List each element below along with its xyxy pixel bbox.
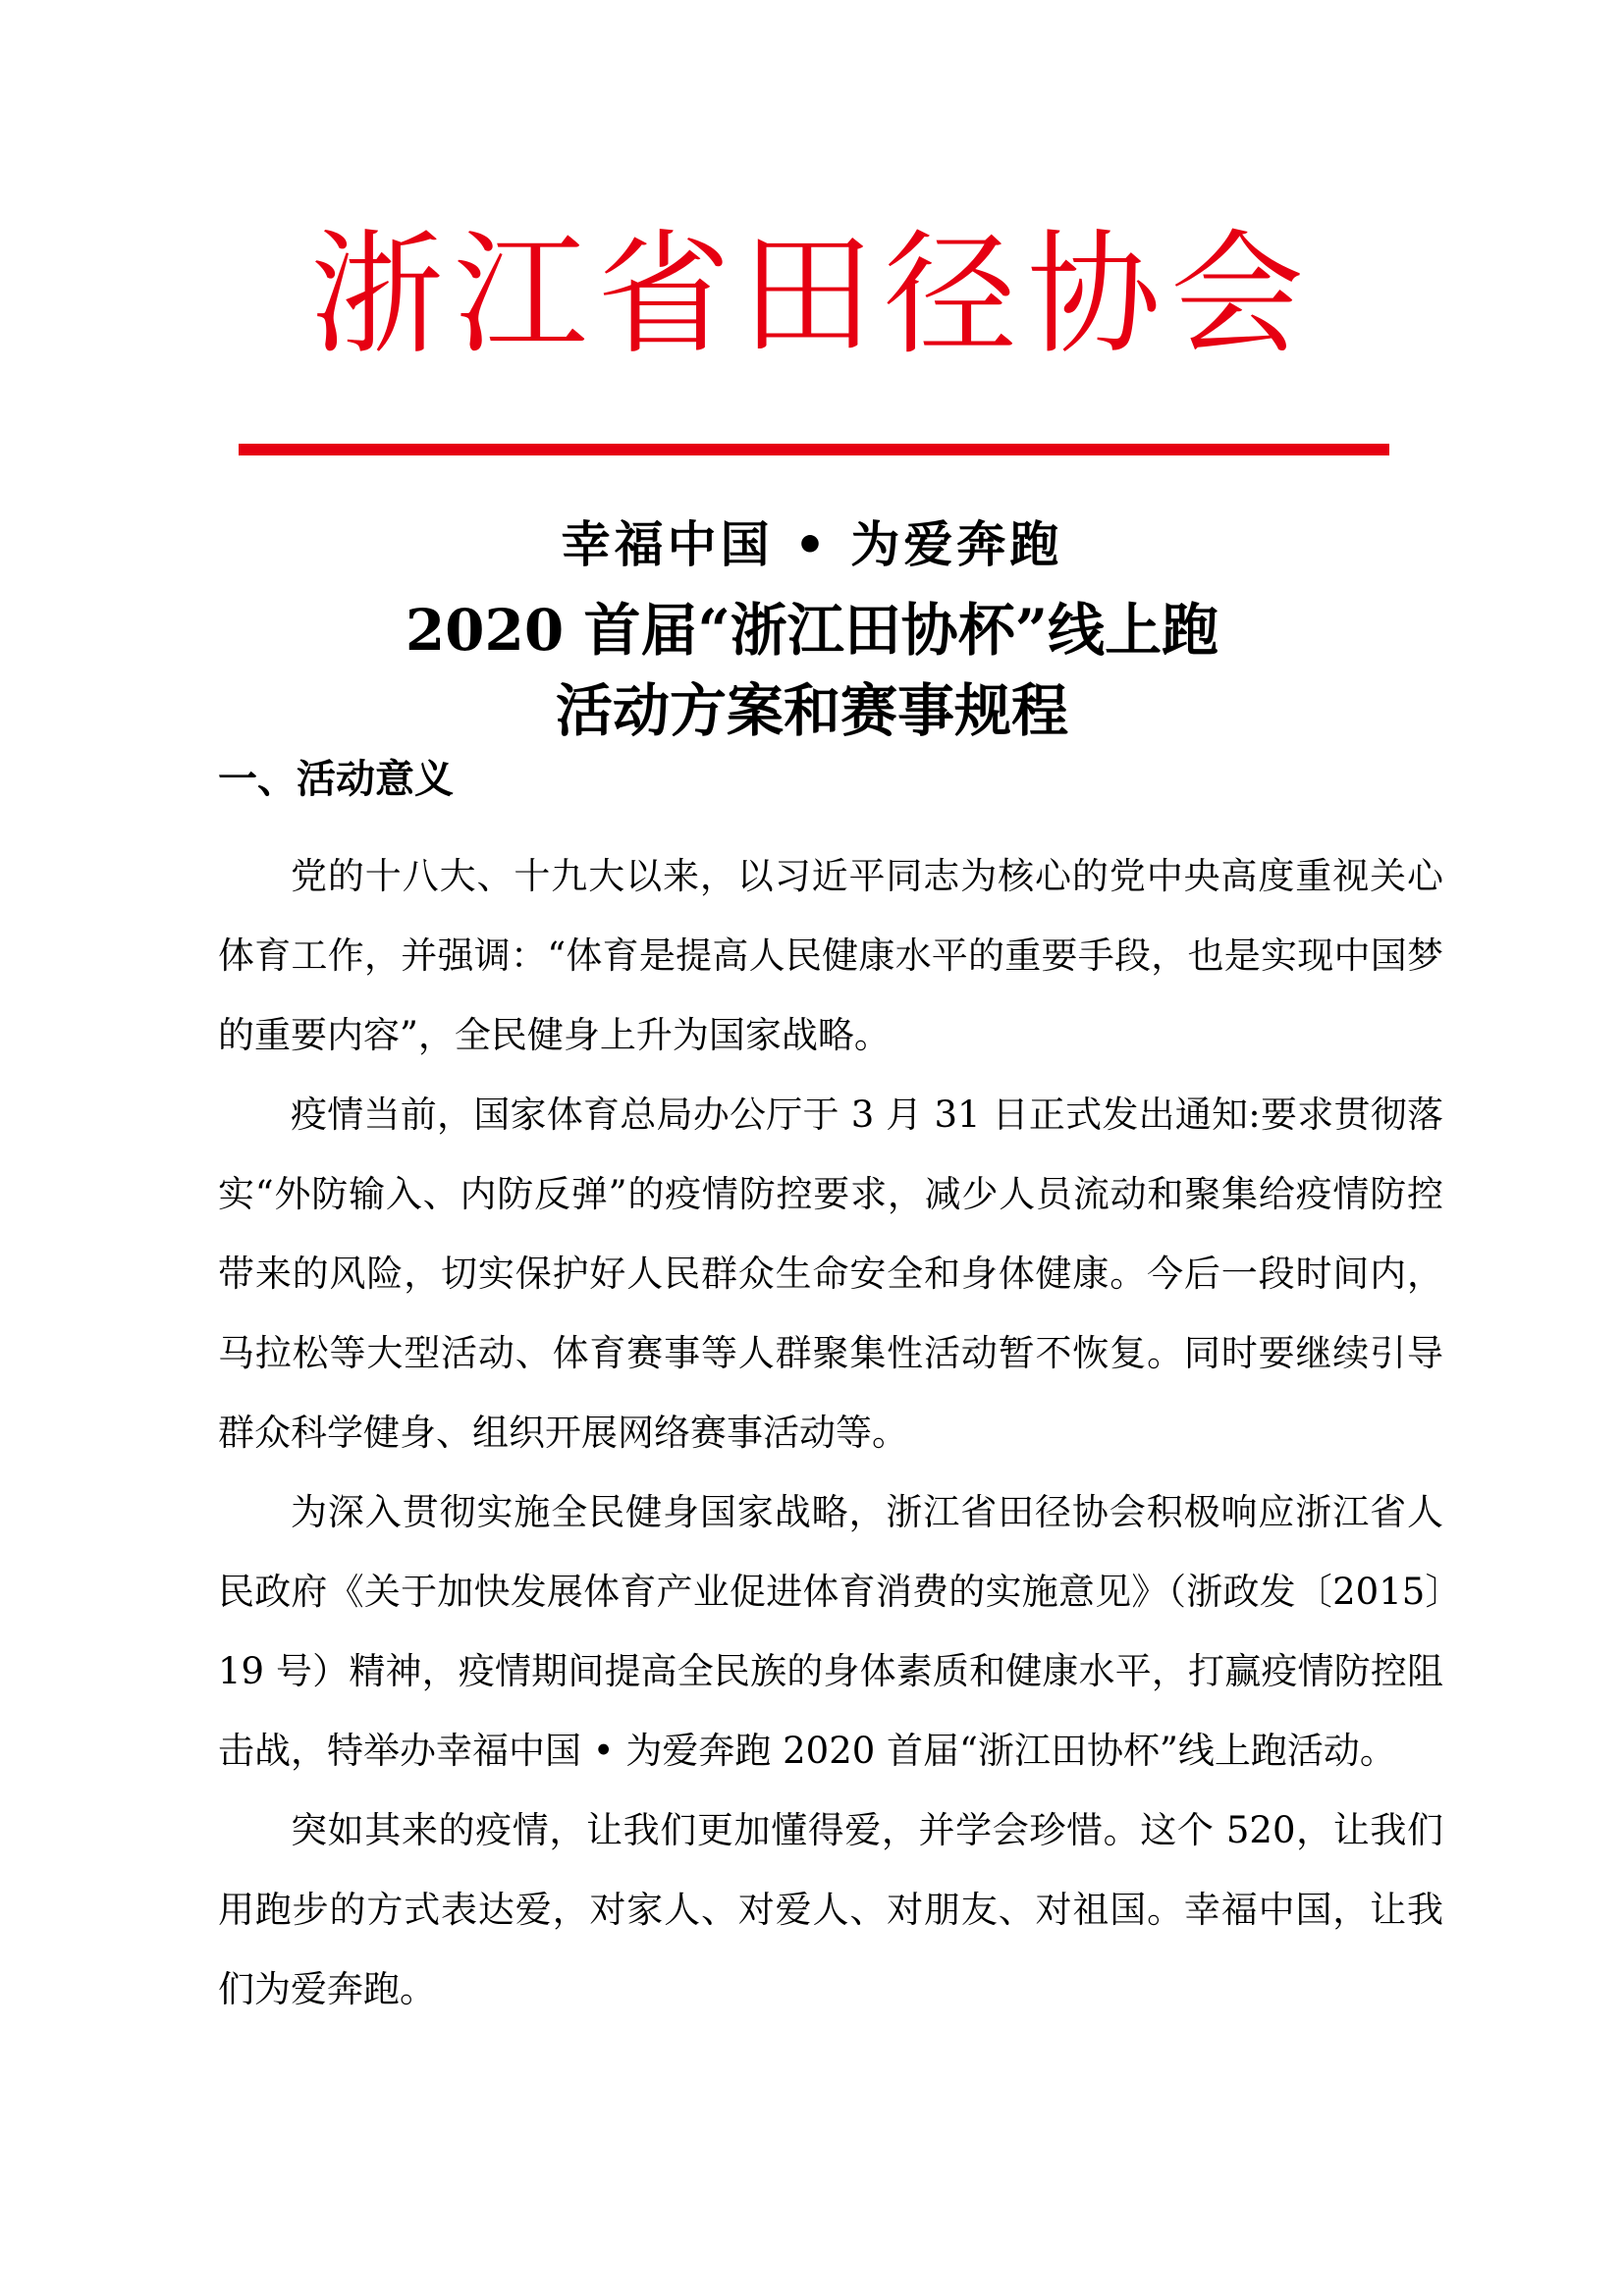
paragraph: 党的十八大、十九大以来，以习近平同志为核心的党中央高度重视关心体育工作，并强调：“体育是提高人民健康水平的重要手段，也是实现中国梦的重要内容”，全民健身上升为国家战略。 (218, 855, 1443, 1056)
document-title-line-2: 活动方案和赛事规程 (555, 677, 1068, 744)
paragraph: 疫情当前，国家体育总局办公厅于 3 月 31 日正式发出通知:要求贯彻落实“外防输入、内防反弹”的疫情防控要求，减少人员流动和聚集给疫情防控带来的风险，切实保护好人民群众生命安全和身体健康。今后一段时间内，马拉松等大型活动、体育赛事等人群聚集性活动暂不恢复。同时要继续引导群众科学健身、组织开展网络赛事活动等。 (218, 1094, 1443, 1454)
event-slogan: 幸福中国 • 为爱奔跑 (561, 515, 1063, 573)
letterhead-divider (239, 444, 1389, 455)
organization-letterhead: 浙江省田径协会 (310, 218, 1314, 373)
paragraph: 为深入贯彻实施全民健身国家战略，浙江省田径协会积极响应浙江省人民政府《关于加快发展体育产业促进体育消费的实施意见》（浙政发〔2015〕19 号）精神，疫情期间提高全民族的身体素质和健康水平，打赢疫情防控阻击战，特举办幸福中国 • 为爱奔跑 2020 首届“浙江田协杯”线上跑活动。 (218, 1491, 1443, 1772)
section-heading: 一、活动意义 (218, 756, 454, 802)
section-body (218, 836, 1443, 2029)
document-title-line-1: 2020 首届“浙江田协杯”线上跑 (405, 597, 1219, 664)
paragraph: 突如其来的疫情，让我们更加懂得爱，并学会珍惜。这个 520，让我们用跑步的方式表达爱，对家人、对爱人、对朋友、对祖国。幸福中国，让我们为爱奔跑。 (218, 1809, 1443, 2010)
